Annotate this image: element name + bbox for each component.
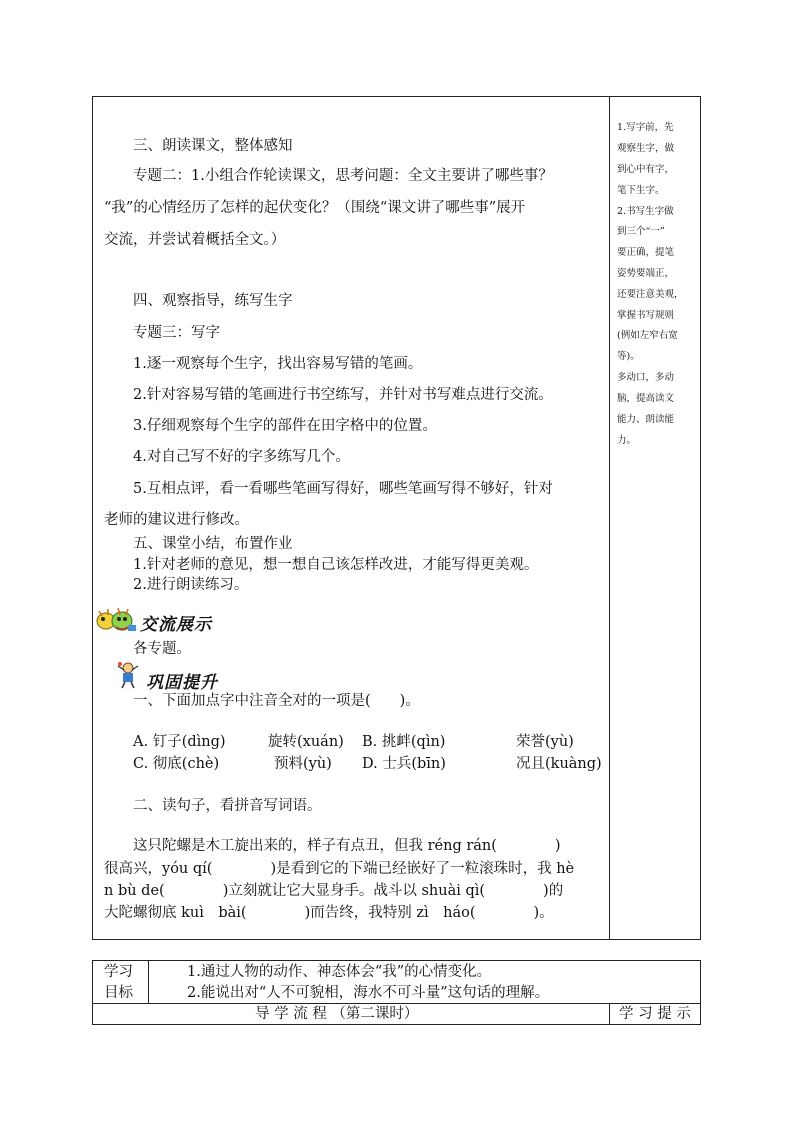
q1-option-d2: 况且(kuàng) [516, 756, 602, 772]
tips-label: 学 习 提 示 [619, 1006, 691, 1022]
q1-option-b2: 荣誉(yù) [516, 734, 574, 750]
note-line: 掌握书写规则 [617, 310, 675, 321]
passage-line-3: n bù de( )立刻就让它大显身手。战斗以 shuài qì( )的 [104, 883, 564, 899]
consolidate-heading: 巩固提升 [146, 673, 218, 693]
topic2-line1: 专题二：1.小组合作轮读课文，思考问题：全文主要讲了哪些事？ [133, 168, 553, 184]
write-item-5: 5.互相点评，看一看哪些笔画写得好，哪些笔画写得不够好，针对 [133, 481, 553, 497]
note-line: (例如左窄右宽 [617, 330, 678, 341]
table-left-border [92, 96, 93, 940]
topic2-line3: 交流，并尝试着概括全文。） [104, 232, 286, 248]
note-line: 还要注意美观， [617, 289, 684, 300]
note-line: 力。 [617, 435, 637, 446]
write-item-4: 4.对自己写不好的字多练写几个。 [133, 449, 350, 465]
note-line: 到心中有字， [617, 164, 675, 175]
write-item-1: 1.逐一观察每个生字，找出容易写错的笔画。 [133, 356, 423, 372]
note-line: 等)。 [617, 351, 640, 362]
passage-line-1: 这只陀螺是木工旋出来的，样子有点丑，但我 réng rán( ) [133, 838, 561, 854]
note-line: 要正确，提笔 [617, 247, 675, 258]
note-line: 笔下生字。 [617, 185, 665, 196]
note-line: 脑，提高读文 [617, 393, 675, 404]
goal-item-1: 1.通过人物的动作、神态体会“我”的心情变化。 [187, 964, 492, 980]
note-line: 到三个“一” [617, 226, 665, 237]
note-line: 姿势要端正， [617, 268, 675, 279]
passage-line-2: 很高兴，yóu qí( )是看到它的下端已经嵌好了一粒滚珠时，我 hè [104, 861, 575, 877]
exchange-figure-icon [94, 605, 138, 635]
note-line: 2.书写生字做 [617, 206, 674, 217]
q1-option-d1: D. 士兵(bīn) [362, 756, 446, 772]
exchange-text: 各专题。 [133, 641, 191, 657]
passage-line-4: 大陀螺彻底 kuì bài( )而告终，我特别 zì háo( )。 [104, 905, 554, 921]
goals-left-border [92, 960, 93, 1025]
note-line: 多动口，多动 [617, 372, 675, 383]
exchange-heading: 交流展示 [140, 615, 212, 635]
topic3-title: 专题三：写字 [133, 325, 220, 341]
question-2: 二、读句子，看拼音写词语。 [133, 798, 322, 814]
q1-option-a2: 旋转(xuán) [268, 734, 344, 750]
q1-option-c1: C. 彻底(chè) [133, 756, 220, 772]
note-line: 能力、朗读能 [617, 414, 675, 425]
summary-item-2: 2.进行朗读练习。 [133, 577, 249, 593]
q1-option-b1: B. 挑衅(qìn) [362, 734, 446, 750]
flow-label: 导 学 流 程 （第二课时） [255, 1006, 419, 1022]
table-column-divider [609, 96, 610, 940]
goals-right-border [700, 960, 701, 1025]
goals-label-line2: 目标 [104, 985, 133, 1001]
write-item-3: 3.仔细观察每个生字的部件在田字格中的位置。 [133, 418, 437, 434]
note-line: 1.写字前，先 [617, 122, 674, 133]
table-right-border [700, 96, 701, 940]
write-item-2: 2.针对容易写错的笔画进行书空练写，并针对书写难点进行交流。 [133, 387, 553, 403]
question-1: 一、下面加点字中注音全对的一项是( )。 [133, 693, 420, 709]
write-item-5-cont: 老师的建议进行修改。 [104, 512, 249, 528]
summary-item-1: 1.针对老师的意见，想一想自己该怎样改进，才能写得更美观。 [133, 557, 539, 573]
consolidate-figure-icon [116, 660, 142, 690]
section5-title: 五、课堂小结，布置作业 [133, 536, 293, 552]
note-line: 观察生字，做 [617, 143, 675, 154]
footer-divider [609, 1003, 610, 1025]
topic2-line2: “我”的心情经历了怎样的起伏变化？（围绕“课文讲了哪些事”展开 [104, 200, 526, 216]
section4-title: 四、观察指导，练写生字 [133, 293, 293, 309]
goals-label-divider [148, 960, 149, 1004]
q1-option-a1: A. 钉子(dìng) [133, 734, 226, 750]
goal-item-2: 2.能说出对“人不可貌相，海水不可斗量”这句话的理解。 [187, 985, 550, 1001]
goals-label-line1: 学习 [104, 964, 133, 980]
goals-top-border [92, 960, 701, 961]
q1-option-c2: 预料(yù) [274, 756, 332, 772]
section3-title: 三、朗读课文，整体感知 [133, 138, 293, 154]
